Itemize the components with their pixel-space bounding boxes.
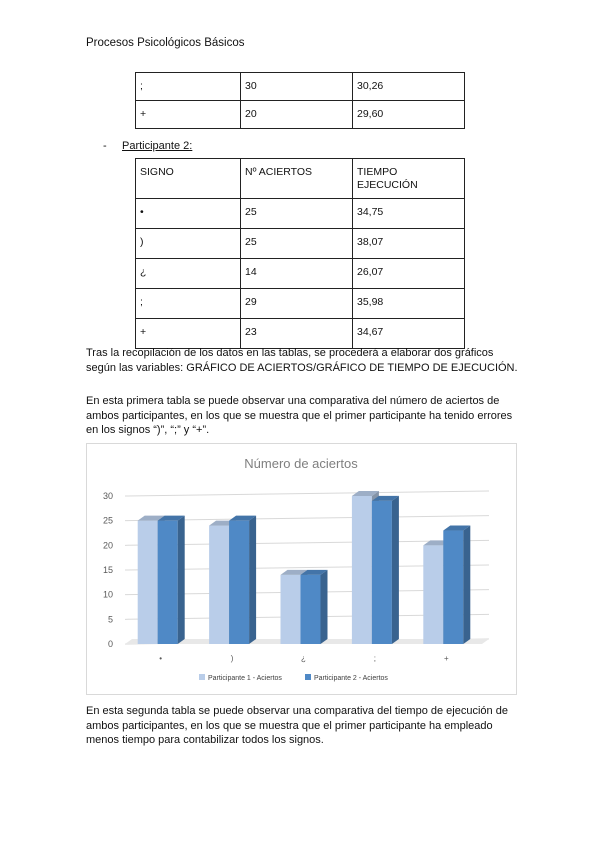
table-row xyxy=(136,319,465,349)
cell-tiempo: 34,75 xyxy=(353,199,465,229)
y-tick-label: 20 xyxy=(102,540,113,551)
cell-tiempo: 29,60 xyxy=(353,101,465,129)
y-tick-label: 30 xyxy=(102,491,113,501)
table-row xyxy=(136,289,465,319)
participant-2-label: Participante 2: xyxy=(122,140,193,152)
chart-title: Número de aciertos xyxy=(244,456,358,471)
page-header: Procesos Psicológicos Básicos xyxy=(86,37,245,49)
header-tiempo xyxy=(353,159,465,199)
y-tick-label: 25 xyxy=(102,515,113,526)
cell-tiempo: 26,07 xyxy=(353,259,465,289)
legend-swatch xyxy=(199,674,205,680)
table-row xyxy=(136,101,465,129)
cell-aciertos: 14 xyxy=(241,259,353,289)
header-aciertos: Nº ACIERTOS xyxy=(241,159,353,199)
bar-chart xyxy=(87,444,516,694)
y-tick-label: 0 xyxy=(107,639,113,649)
legend-label: Participante 1 - Aciertos xyxy=(208,675,282,682)
header-tiempo-line1: TIEMPO xyxy=(357,166,398,178)
cell-tiempo: 34,67 xyxy=(353,319,465,349)
cell-tiempo: 35,98 xyxy=(353,289,465,319)
gridline xyxy=(125,491,489,496)
cell-signo: ) xyxy=(136,229,241,259)
cell-signo: ¿ xyxy=(136,259,241,289)
cell-signo: + xyxy=(136,101,241,129)
cell-tiempo: 38,07 xyxy=(353,229,465,259)
table-row xyxy=(136,259,465,289)
cell-aciertos: 25 xyxy=(241,229,353,259)
cell-aciertos: 30 xyxy=(241,73,353,101)
y-tick-label: 5 xyxy=(107,614,113,625)
chart-aciertos xyxy=(86,443,517,695)
header-tiempo-line2: EJECUCIÓN xyxy=(357,179,418,191)
paragraph-intro: Tras la recopilación de los datos en las tablas, se procederá a elaborar dos gráficos según las variables: GRÁFICO DE ACIERTOS/GRÁFICO DE TIEMPO DE EJECUCIÓN. xyxy=(86,347,518,374)
cell-signo: ; xyxy=(136,289,241,319)
table-participant-1-continued xyxy=(135,72,465,129)
table-participant-2 xyxy=(135,158,465,349)
table-row xyxy=(136,73,465,101)
bar xyxy=(229,516,256,644)
legend-item xyxy=(305,674,388,682)
cell-aciertos: 29 xyxy=(241,289,353,319)
list-bullet: - xyxy=(103,140,107,152)
x-tick-label: ¿ xyxy=(301,654,306,663)
x-tick-label: ) xyxy=(230,654,234,663)
legend-item xyxy=(199,674,282,682)
table-header-row xyxy=(136,159,465,199)
cell-aciertos: 20 xyxy=(241,101,353,129)
paragraph-aciertos: En esta primera tabla se puede observar una comparativa del número de aciertos de ambos participantes, en los que se muestra que el primer participante ha tenido errores en los signos “)”, “;” y “+”. xyxy=(86,395,513,436)
legend-swatch xyxy=(305,674,311,680)
bar xyxy=(158,516,185,644)
legend-label: Participante 2 - Aciertos xyxy=(314,675,388,682)
paragraph-tiempo: En esta segunda tabla se puede observar una comparativa del tiempo de ejecución de ambos participantes, en los que se muestra que el primer participante ha empleado menos tiempo para contabilizar todos los signos. xyxy=(86,705,508,746)
cell-aciertos: 25 xyxy=(241,199,353,229)
table-row xyxy=(136,199,465,229)
cell-signo: + xyxy=(136,319,241,349)
table-row xyxy=(136,229,465,259)
x-tick-label: • xyxy=(159,654,163,663)
cell-signo: • xyxy=(136,199,241,229)
cell-tiempo: 30,26 xyxy=(353,73,465,101)
bar xyxy=(443,526,470,644)
y-tick-label: 10 xyxy=(102,589,113,600)
cell-signo: ; xyxy=(136,73,241,101)
x-tick-label: ; xyxy=(373,654,377,663)
x-tick-label: + xyxy=(443,654,449,663)
header-signo: SIGNO xyxy=(136,159,241,199)
y-tick-label: 15 xyxy=(102,565,113,575)
bar xyxy=(372,496,399,644)
cell-aciertos: 23 xyxy=(241,319,353,349)
bar xyxy=(301,570,328,644)
